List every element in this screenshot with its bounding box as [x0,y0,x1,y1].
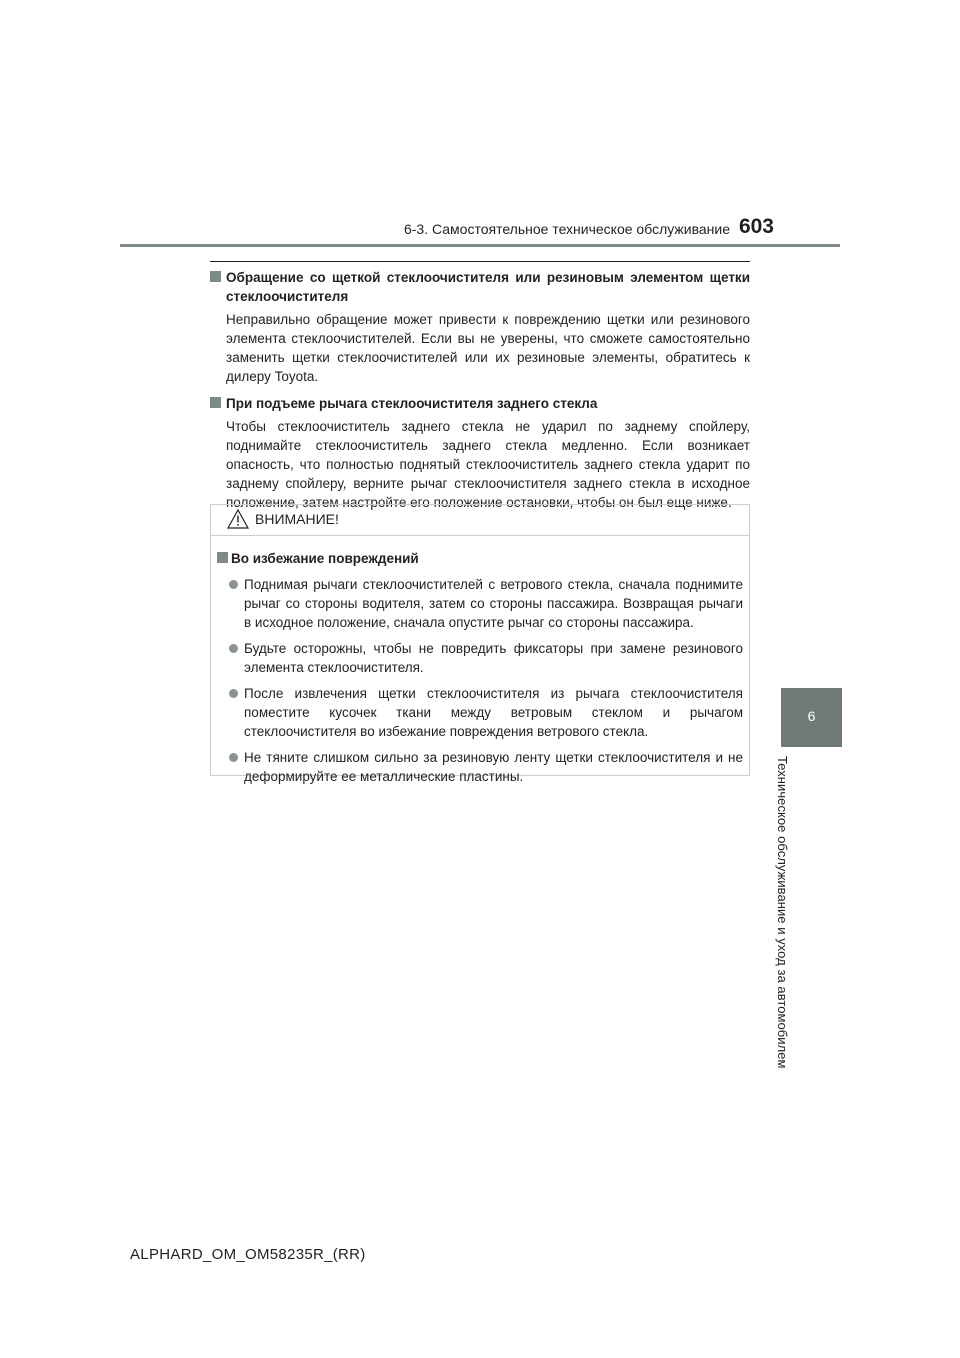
circle-bullet-icon [229,580,238,589]
warning-bullet-text: Поднимая рычаги стеклоочистителей с ветрового стекла, сначала поднимите рычаг со стороны водителя, затем со стороны пассажира. Возвращая рычаги в исходное положение, сначала опустите рычаг со стороны пассажира. [244,577,743,630]
footer-doc-code: ALPHARD_OM_OM58235R_(RR) [130,1246,366,1263]
warning-title: ВНИМАНИЕ! [255,511,339,527]
chapter-title-vertical [775,756,805,1076]
section-heading-text: При подъеме рычага стеклоочистителя заднего стекла [226,396,598,411]
page-header [120,215,840,249]
warning-bullet-text: После извлечения щетки стеклоочистителя из рычага стеклоочистителя поместите кусочек ткани между ветровым стеклом и рычагом стеклоочистителя во избежание повреждения ветрового стекла. [244,686,743,739]
section-body: Чтобы стеклоочиститель заднего стекла не ударил по заднему спойлеру, поднимайте стеклоочиститель заднего стекла медленно. Если возникает опасность, что полностью поднятый стеклоочиститель заднего стекла ударит по заднему спойлеру, верните рычаг стеклоочистителя заднего стекла в исходное положение, затем настройте его положение остановки, чтобы он был еще ниже. [226,419,750,510]
header-section-title: 6-3. Самостоятельное техническое обслуживание [403,221,730,237]
warning-heading-text: Во избежание повреждений [231,551,419,566]
chapter-tab [781,688,842,747]
content-divider [210,261,750,262]
warning-bullet-text: Не тяните слишком сильно за резиновую ленту щетки стеклоочистителя и не деформируйте ее металлические пластины. [244,750,743,784]
page-number: 603 [738,215,774,238]
circle-bullet-icon [229,644,238,653]
section-heading [210,394,750,413]
section-wiper-handling [210,268,750,386]
warning-heading [215,549,745,568]
chapter-title-text: Техническое обслуживание и уход за автомобилем [775,756,790,1069]
section-rear-wiper-lift [210,394,750,512]
warning-bullet [215,639,745,677]
warning-bullet [215,748,745,786]
square-bullet-icon [217,552,228,563]
circle-bullet-icon [229,689,238,698]
warning-bullet-text: Будьте осторожны, чтобы не повредить фиксаторы при замене резинового элемента стеклоочистителя. [244,641,743,675]
warning-header [211,505,749,536]
warning-bullet [215,684,745,741]
warning-triangle-icon [227,509,249,529]
square-bullet-icon [210,397,221,408]
warning-bullet [215,575,745,632]
section-heading [210,268,750,306]
warning-body [215,549,745,786]
section-body: Неправильно обращение может привести к повреждению щетки или резинового элемента стеклоочистителей. Если вы не уверены, что сможете самостоятельно заменить щетки стеклоочистителей или их резиновые элементы, обратитесь к дилеру Toyota. [226,312,750,384]
header-rule [120,244,840,247]
main-content [210,268,750,520]
square-bullet-icon [210,271,221,282]
circle-bullet-icon [229,753,238,762]
section-heading-text: Обращение со щеткой стеклоочистителя или резиновым элементом щетки стеклоочистителя [226,270,750,304]
chapter-number: 6 [807,708,816,724]
warning-box [210,504,750,784]
